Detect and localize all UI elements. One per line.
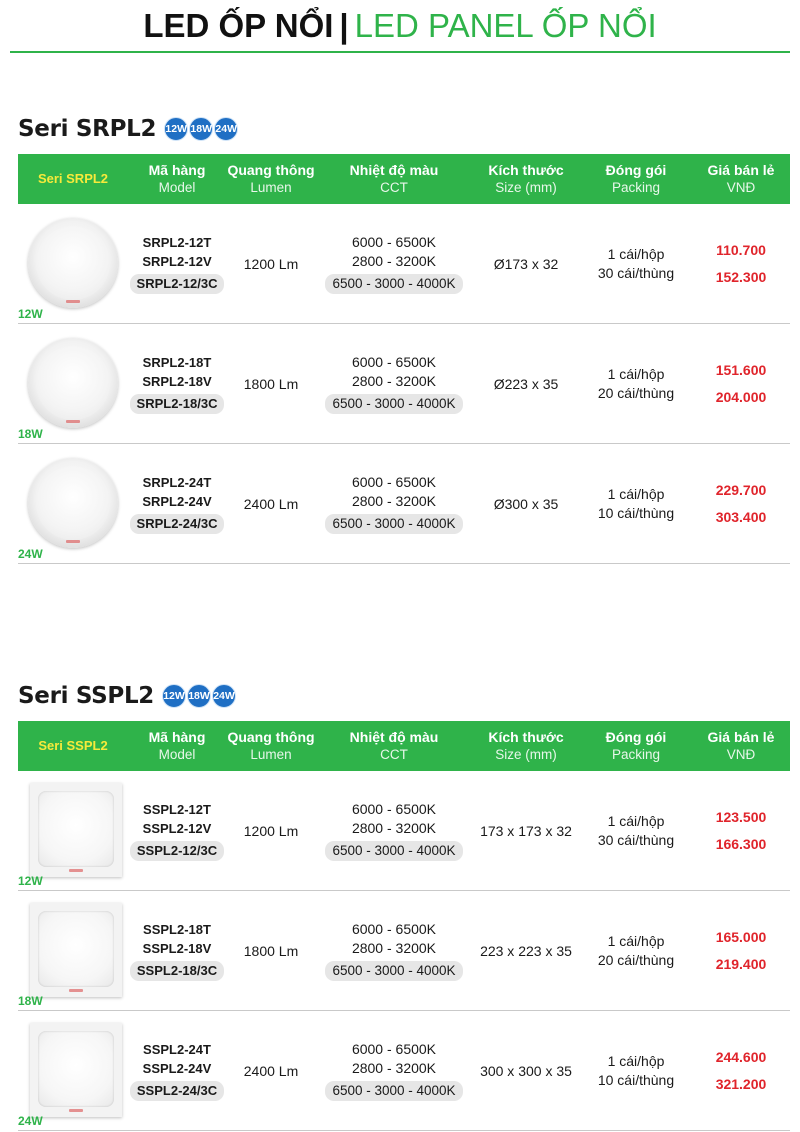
header-packing (580, 728, 692, 764)
header-size (472, 728, 580, 764)
wattage-label: 12W (18, 306, 43, 321)
packing-carton: 30 cái/thùng (597, 831, 675, 848)
cct-3c: 6500 - 3000 - 4000K (325, 841, 462, 861)
cct-cell (316, 920, 472, 981)
header-size-en: Size (mm) (495, 180, 557, 195)
price-cell (692, 1044, 790, 1098)
page-title-green: LED PANEL ỐP NỔI (354, 7, 657, 44)
cct-3c: 6500 - 3000 - 4000K (325, 961, 462, 981)
price-standard: 151.600 (715, 361, 767, 378)
model-v: SRPL2-24V (142, 494, 212, 509)
header-size-en: Size (mm) (495, 747, 557, 762)
page-header (0, 0, 800, 52)
cct-3c: 6500 - 3000 - 4000K (325, 514, 462, 534)
price-3c: 219.400 (715, 955, 767, 972)
header-model-en: Model (158, 180, 196, 195)
price-cell (692, 477, 790, 531)
header-cct-vi: Nhiệt độ màu (349, 162, 439, 178)
header-packing-vi: Đóng gói (605, 729, 667, 745)
packing-carton: 10 cái/thùng (597, 1071, 675, 1088)
model-v: SSPL2-12V (142, 821, 212, 836)
cct-3c: 6500 - 3000 - 4000K (325, 274, 462, 294)
lumen-value: 1800 Lm (243, 942, 299, 959)
section-title-text: Seri SSPL2 (18, 683, 155, 709)
header-packing-en: Packing (611, 747, 661, 762)
packing-cell (580, 245, 692, 283)
lumen-value: 1200 Lm (243, 822, 299, 839)
model-cell (128, 353, 226, 414)
header-series-label: Seri SSPL2 (38, 738, 108, 753)
product-image-cell (18, 891, 128, 1011)
section-title (18, 680, 237, 712)
model-3c: SRPL2-24/3C (130, 514, 225, 534)
lumen-value: 2400 Lm (243, 1062, 299, 1079)
price-cell (692, 237, 790, 291)
product-image-cell (18, 444, 128, 564)
header-packing (580, 161, 692, 197)
table-row (18, 1011, 790, 1131)
cct-cool: 6000 - 6500K (351, 921, 437, 937)
header-price-en: VNĐ (726, 747, 756, 762)
size-value: Ø173 x 32 (493, 255, 559, 272)
model-cell (128, 233, 226, 294)
square-panel-image (30, 903, 122, 997)
packing-cell (580, 932, 692, 970)
price-3c: 152.300 (715, 268, 767, 285)
packing-carton: 30 cái/thùng (597, 264, 675, 281)
cct-warm: 2800 - 3200K (351, 820, 437, 836)
wattage-badge: 24W (212, 684, 236, 708)
cct-warm: 2800 - 3200K (351, 493, 437, 509)
table-row (18, 204, 790, 324)
cct-cell (316, 1040, 472, 1101)
model-3c: SSPL2-12/3C (130, 841, 224, 861)
price-cell (692, 924, 790, 978)
cct-warm: 2800 - 3200K (351, 1060, 437, 1076)
packing-box: 1 cái/hộp (607, 365, 665, 382)
price-standard: 110.700 (716, 241, 766, 258)
model-t: SSPL2-18T (143, 922, 211, 937)
model-t: SRPL2-12T (142, 235, 212, 250)
price-3c: 321.200 (715, 1075, 767, 1092)
packing-carton: 10 cái/thùng (597, 504, 675, 521)
header-divider (10, 51, 790, 53)
model-cell (128, 1040, 226, 1101)
table-header (18, 154, 790, 204)
model-t: SSPL2-24T (143, 1042, 211, 1057)
cct-warm: 2800 - 3200K (351, 253, 437, 269)
header-packing-en: Packing (611, 180, 661, 195)
cct-warm: 2800 - 3200K (351, 940, 437, 956)
product-image-cell (18, 1011, 128, 1131)
table-row (18, 771, 790, 891)
page-title-bold: LED ỐP NỔI (143, 7, 334, 44)
square-panel-image (30, 783, 122, 877)
header-lumen (226, 161, 316, 197)
cct-cool: 6000 - 6500K (351, 1041, 437, 1057)
size-value: 300 x 300 x 35 (480, 1062, 572, 1079)
price-standard: 123.500 (715, 808, 767, 825)
price-cell (692, 357, 790, 411)
header-price-vi: Giá bán lẻ (707, 162, 775, 178)
cct-cell (316, 353, 472, 414)
header-size-vi: Kích thước (488, 162, 564, 178)
cct-cool: 6000 - 6500K (351, 474, 437, 490)
cct-cell (316, 800, 472, 861)
model-t: SSPL2-12T (143, 802, 211, 817)
model-3c: SRPL2-12/3C (130, 274, 225, 294)
header-model-vi: Mã hàng (148, 729, 206, 745)
model-v: SSPL2-18V (142, 941, 212, 956)
model-v: SRPL2-18V (142, 374, 212, 389)
table-header (18, 721, 790, 771)
header-model (128, 728, 226, 764)
model-cell (128, 473, 226, 534)
packing-box: 1 cái/hộp (607, 245, 665, 262)
header-lumen-vi: Quang thông (227, 162, 315, 178)
model-3c: SRPL2-18/3C (130, 394, 225, 414)
price-3c: 204.000 (715, 388, 767, 405)
square-panel-image (30, 1023, 122, 1117)
section-title-text: Seri SRPL2 (18, 116, 157, 142)
wattage-badge: 12W (162, 684, 186, 708)
model-t: SRPL2-24T (142, 475, 212, 490)
wattage-badge: 18W (189, 117, 213, 141)
header-price (692, 161, 790, 197)
header-model (128, 161, 226, 197)
round-panel-image (28, 458, 118, 548)
packing-cell (580, 1052, 692, 1090)
header-series-label: Seri SRPL2 (37, 171, 109, 186)
wattage-label: 18W (18, 426, 43, 441)
header-size (472, 161, 580, 197)
round-panel-image (28, 218, 118, 308)
packing-cell (580, 485, 692, 523)
packing-carton: 20 cái/thùng (597, 384, 675, 401)
header-packing-vi: Đóng gói (605, 162, 667, 178)
wattage-label: 18W (18, 993, 43, 1008)
price-standard: 165.000 (715, 928, 767, 945)
wattage-badge: 12W (164, 117, 188, 141)
header-cct-en: CCT (380, 180, 408, 195)
size-value: Ø300 x 35 (493, 495, 559, 512)
size-value: 223 x 223 x 35 (480, 942, 572, 959)
header-price-en: VNĐ (726, 180, 756, 195)
wattage-badge: 24W (214, 117, 238, 141)
cct-cool: 6000 - 6500K (351, 354, 437, 370)
cct-3c: 6500 - 3000 - 4000K (325, 1081, 462, 1101)
price-standard: 229.700 (715, 481, 767, 498)
packing-box: 1 cái/hộp (607, 1052, 665, 1069)
wattage-label: 24W (18, 1113, 43, 1128)
cct-cell (316, 473, 472, 534)
lumen-value: 2400 Lm (243, 495, 299, 512)
lumen-value: 1800 Lm (243, 375, 299, 392)
packing-box: 1 cái/hộp (607, 485, 665, 502)
cct-cool: 6000 - 6500K (351, 234, 437, 250)
model-3c: SSPL2-18/3C (130, 961, 224, 981)
header-cct (316, 728, 472, 764)
table-row (18, 444, 790, 564)
price-3c: 303.400 (715, 508, 767, 525)
page-title (143, 7, 656, 44)
lumen-value: 1200 Lm (243, 255, 299, 272)
model-cell (128, 800, 226, 861)
header-lumen (226, 728, 316, 764)
wattage-label: 12W (18, 873, 43, 888)
wattage-badges (162, 684, 237, 708)
header-lumen-en: Lumen (250, 180, 292, 195)
header-lumen-vi: Quang thông (227, 729, 315, 745)
packing-box: 1 cái/hộp (607, 812, 665, 829)
section-title (18, 113, 239, 145)
wattage-label: 24W (18, 546, 43, 561)
price-cell (692, 804, 790, 858)
cct-cool: 6000 - 6500K (351, 801, 437, 817)
packing-box: 1 cái/hộp (607, 932, 665, 949)
wattage-badges (164, 117, 239, 141)
packing-carton: 20 cái/thùng (597, 951, 675, 968)
header-size-vi: Kích thước (488, 729, 564, 745)
wattage-badge: 18W (187, 684, 211, 708)
header-cct (316, 161, 472, 197)
header-lumen-en: Lumen (250, 747, 292, 762)
price-3c: 166.300 (715, 835, 767, 852)
size-value: Ø223 x 35 (493, 375, 559, 392)
model-v: SRPL2-12V (142, 254, 212, 269)
product-image-cell (18, 324, 128, 444)
header-model-en: Model (158, 747, 196, 762)
product-section-0 (0, 113, 800, 568)
header-model-vi: Mã hàng (148, 162, 206, 178)
product-image-cell (18, 771, 128, 891)
header-price-vi: Giá bán lẻ (707, 729, 775, 745)
size-value: 173 x 173 x 32 (480, 822, 572, 839)
cct-warm: 2800 - 3200K (351, 373, 437, 389)
header-price (692, 728, 790, 764)
packing-cell (580, 812, 692, 850)
table-row (18, 324, 790, 444)
model-3c: SSPL2-24/3C (130, 1081, 224, 1101)
model-t: SRPL2-18T (142, 355, 212, 370)
header-cct-en: CCT (380, 747, 408, 762)
header-cct-vi: Nhiệt độ màu (349, 729, 439, 745)
model-cell (128, 920, 226, 981)
round-panel-image (28, 338, 118, 428)
page-title-separator: | (339, 7, 349, 44)
price-standard: 244.600 (715, 1048, 767, 1065)
cct-3c: 6500 - 3000 - 4000K (325, 394, 462, 414)
product-section-1 (0, 680, 800, 1132)
packing-cell (580, 365, 692, 403)
table-row (18, 891, 790, 1011)
model-v: SSPL2-24V (142, 1061, 212, 1076)
product-image-cell (18, 204, 128, 324)
cct-cell (316, 233, 472, 294)
